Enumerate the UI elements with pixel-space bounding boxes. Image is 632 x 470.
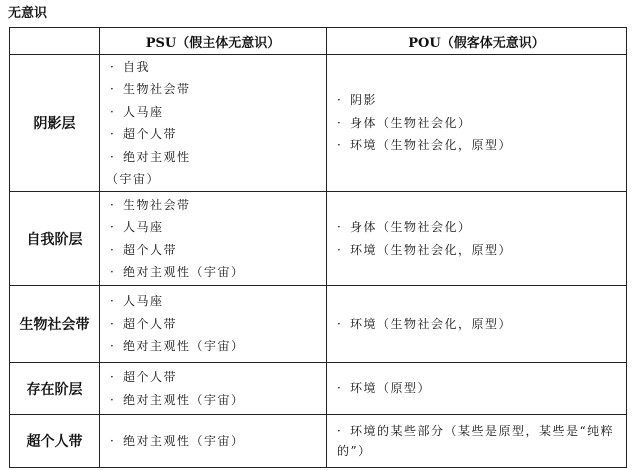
list-item: · 绝对主观性（宇宙） (110, 335, 326, 358)
list-item: · 环境（生物社会化，原型） (337, 313, 626, 336)
bullet-icon: · (110, 370, 116, 384)
header-pou: POU（假客体无意识） (327, 28, 627, 55)
bullet-icon: · (110, 104, 116, 119)
list-item: · 绝对主观性（宇宙） (110, 261, 326, 284)
bullet-icon: · (337, 424, 343, 438)
bullet-icon: · (110, 316, 116, 331)
list-item: · 超个人带 (110, 366, 326, 389)
row-label: 超个人带 (10, 415, 100, 468)
page-title: 无意识 (8, 6, 48, 21)
bullet-icon: · (110, 265, 116, 279)
header-empty (10, 28, 100, 55)
bullet-icon: · (110, 197, 116, 212)
list-item: · 环境（生物社会化，原型） (337, 134, 626, 157)
bullet-icon: · (337, 93, 343, 108)
row-label: 阴影层 (10, 55, 100, 192)
pou-cell (327, 286, 627, 363)
bullet-icon: · (337, 220, 343, 234)
bullet-icon: · (110, 339, 116, 354)
table-header-row (10, 28, 627, 55)
bullet-icon: · (110, 392, 116, 407)
table-row (10, 192, 627, 286)
pou-cell (327, 192, 627, 286)
bullet-icon: · (110, 82, 116, 96)
list-item: · 生物社会带 (110, 78, 326, 101)
list-item-continuation: （宇宙） (106, 172, 161, 186)
list-item: · 身体（生物社会化） (337, 112, 626, 135)
list-item: · 生物社会带 (110, 194, 326, 217)
list-item: · 身体（生物社会化） (337, 216, 626, 239)
list-item: · 人马座 (110, 101, 326, 124)
list-item: · 绝对主观性（宇宙） (110, 389, 326, 412)
psu-cell (100, 286, 327, 363)
pou-cell (327, 55, 627, 192)
unconscious-table (9, 27, 627, 468)
bullet-icon: · (110, 242, 116, 257)
list-item: · 阴影 (337, 89, 626, 112)
bullet-icon: · (110, 433, 116, 448)
list-item: · 绝对主观性（宇宙） (110, 430, 326, 453)
psu-cell (100, 363, 327, 415)
list-item: · 绝对主观性 (110, 146, 326, 169)
list-item: · 人马座 (110, 216, 326, 239)
bullet-icon: · (337, 115, 343, 130)
bullet-icon: · (337, 381, 343, 396)
bullet-icon: · (110, 149, 116, 164)
table-row (10, 415, 627, 468)
header-psu: PSU（假主体无意识） (100, 28, 327, 55)
list-item: · 自我 (110, 56, 326, 79)
list-item: · 超个人带 (110, 313, 326, 336)
bullet-icon: · (110, 59, 116, 74)
row-label: 存在阶层 (10, 363, 100, 415)
bullet-icon: · (337, 242, 343, 257)
table-row (10, 286, 627, 363)
list-item: · 环境（原型） (337, 377, 626, 400)
bullet-icon: · (337, 138, 343, 153)
bullet-icon: · (110, 220, 116, 234)
pou-cell (327, 363, 627, 415)
pou-cell (327, 415, 627, 468)
list-item: · 环境的某些部分（某些是原型，某些是“纯粹的”） (337, 421, 626, 461)
list-item: · 环境（生物社会化，原型） (337, 239, 626, 262)
psu-cell (100, 192, 327, 286)
bullet-icon: · (110, 294, 116, 309)
list-item: · 超个人带 (110, 239, 326, 262)
psu-cell (100, 415, 327, 468)
row-label: 自我阶层 (10, 192, 100, 286)
table-row (10, 55, 627, 192)
bullet-icon: · (337, 316, 343, 331)
row-label: 生物社会带 (10, 286, 100, 363)
bullet-icon: · (110, 127, 116, 141)
list-item: · 超个人带 (110, 123, 326, 146)
list-item: · 人马座 (110, 290, 326, 313)
psu-cell (100, 55, 327, 192)
table-row (10, 363, 627, 415)
